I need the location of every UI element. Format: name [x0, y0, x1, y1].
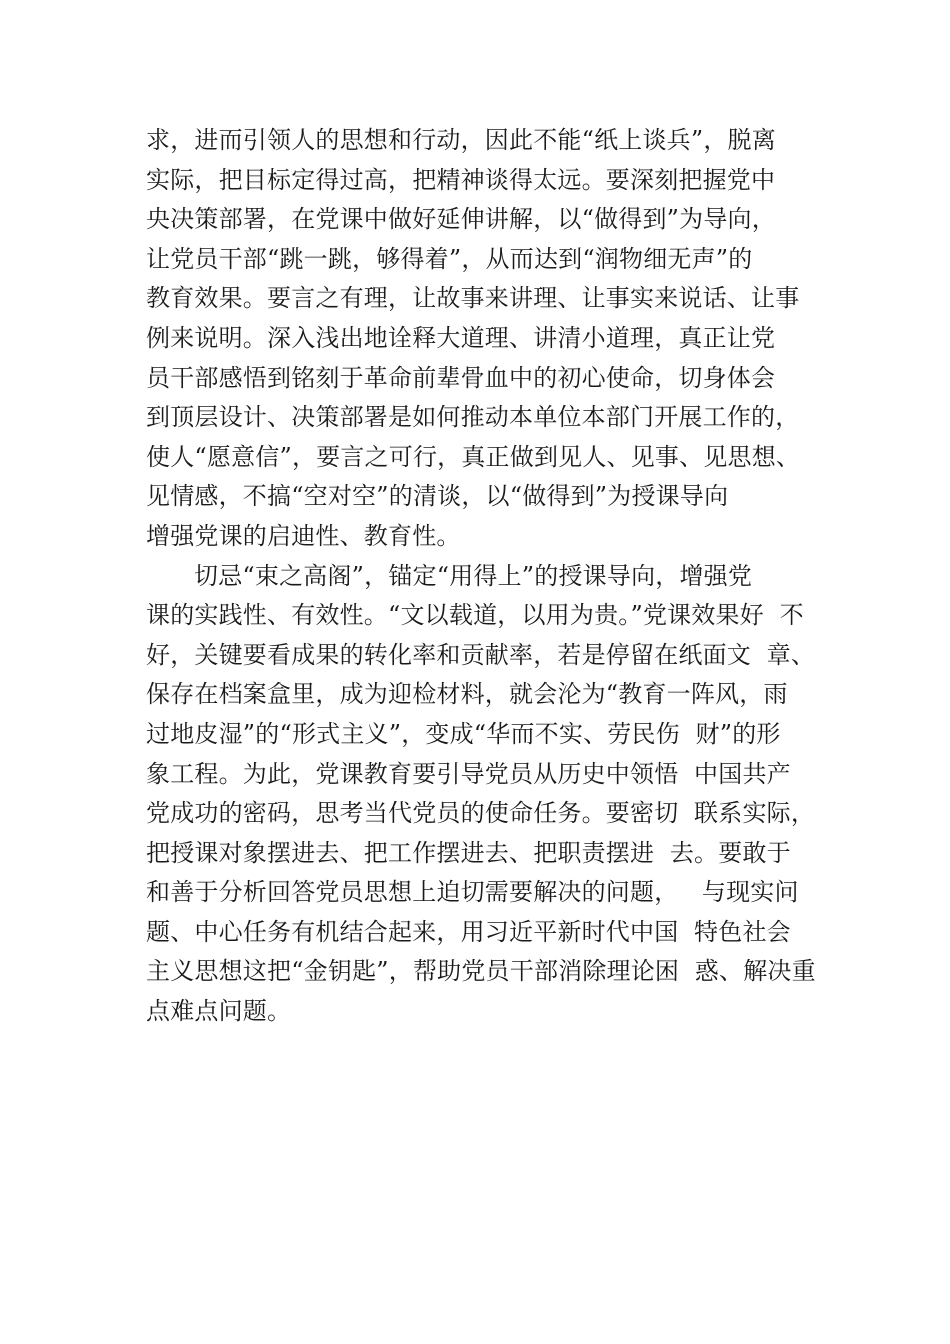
body-text	[146, 121, 846, 1032]
text-line: 使人“愿意信”，要言之可行，真正做到见人、见事、见思想、	[146, 442, 801, 471]
text-line: 教育效果。要言之有理，让故事来讲理、让事实来说话、让事	[146, 284, 800, 313]
text-line: 增强党课的启迪性、教育性。	[146, 521, 461, 550]
text-line: 保存在档案盒里，成为迎检材料，就会沦为“教育一阵风，雨	[146, 680, 788, 709]
text-line: 让党员干部“跳一跳，够得着”，从而达到“润物细无声”的	[146, 244, 753, 273]
text-line: 点难点问题。	[146, 997, 292, 1026]
text-line: 过地皮湿”的“形式主义”，变成“华而不实、劳民伤 财”的形	[146, 719, 781, 748]
text-line: 见情感，不搞“空对空”的清谈，以“做得到”为授课导向	[146, 482, 729, 511]
text-line: 主义思想这把“金钥匙”，帮助党员干部消除理论困 惑、解决重	[146, 957, 816, 986]
text-line: 到顶层设计、决策部署是如何推动本单位本部门开展工作的，	[146, 403, 800, 432]
text-line: 实际，把目标定得过高，把精神谈得太远。要深刻把握党中	[146, 165, 776, 194]
text-line: 好，关键要看成果的转化率和贡献率，若是停留在纸面文 章、	[146, 640, 816, 669]
text-line: 把授课对象摆进去、把工作摆进去、把职责摆进 去。要敢于	[146, 838, 791, 867]
text-line: 党成功的密码，思考当代党员的使命任务。要密切 联系实际，	[146, 799, 816, 828]
text-line: 央决策部署，在党课中做好延伸讲解，以“做得到”为导向，	[146, 205, 776, 234]
text-line: 题、中心任务有机结合起来，用习近平新时代中国 特色社会	[146, 917, 791, 946]
text-line: 课的实践性、有效性。“文以载道，以用为贵。”党课效果好 不	[146, 601, 804, 630]
text-line: 象工程。为此，党课教育要引导党员从历史中领悟 中国共产	[146, 759, 791, 788]
paragraph-start-line: 切忌“束之高阁”，锚定“用得上”的授课导向，增强党	[194, 561, 753, 590]
text-line: 例来说明。深入浅出地诠释大道理、讲清小道理，真正让党	[146, 323, 776, 352]
text-line: 员干部感悟到铭刻于革命前辈骨血中的初心使命，切身体会	[146, 363, 776, 392]
text-line: 和善于分析回答党员思想上迫切需要解决的问题， 与现实问	[146, 878, 799, 907]
text-line: 求，进而引领人的思想和行动，因此不能“纸上谈兵”，脱离	[146, 126, 776, 154]
